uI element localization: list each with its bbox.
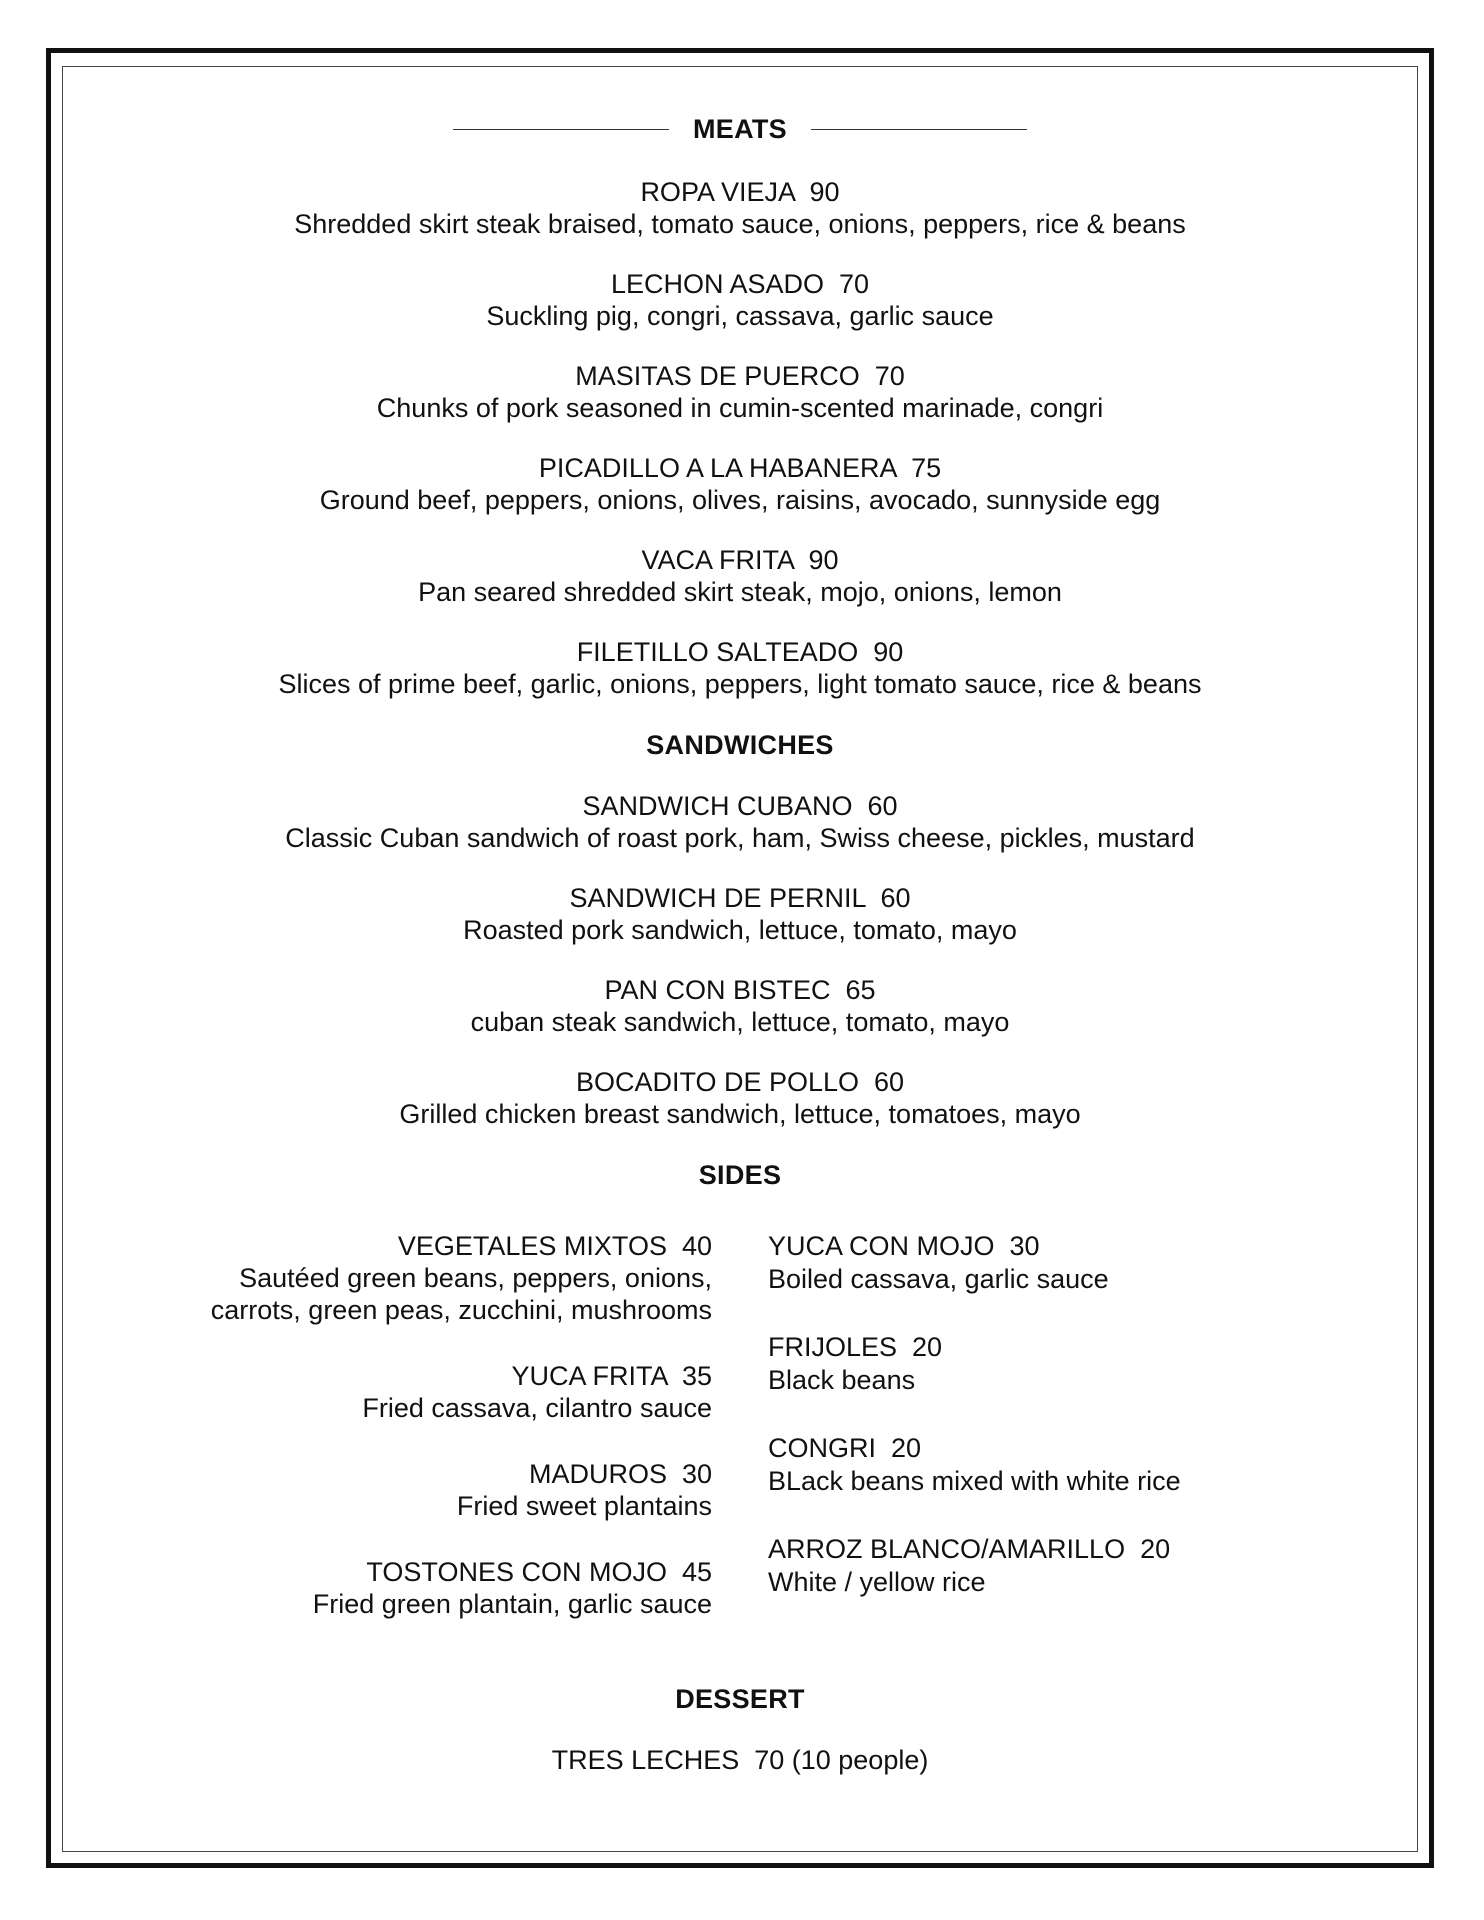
item-description: Black beans xyxy=(768,1365,916,1395)
side-item-arroz-blanco-amarillo xyxy=(768,1533,1270,1600)
menu-item-pan-con-bistec xyxy=(62,974,1418,1038)
item-description: Fried cassava, cilantro sauce xyxy=(362,1393,712,1423)
item-name: MASITAS DE PUERCO 70 xyxy=(575,361,905,391)
side-item-maduros xyxy=(210,1458,712,1522)
sides-heading: SIDES xyxy=(698,1160,782,1190)
menu-item-sandwich-de-pernil xyxy=(62,882,1418,946)
item-name: SANDWICH DE PERNIL 60 xyxy=(569,883,911,913)
item-description: Shredded skirt steak braised, tomato sauce, onions, peppers, rice & beans xyxy=(294,209,1186,239)
item-name: PICADILLO A LA HABANERA 75 xyxy=(538,453,942,483)
item-description: Grilled chicken breast sandwich, lettuce, tomatoes, mayo xyxy=(399,1099,1081,1129)
item-description: Fried green plantain, garlic sauce xyxy=(312,1589,712,1619)
side-item-tostones-con-mojo xyxy=(210,1556,712,1620)
menu-item-bocadito-de-pollo xyxy=(62,1066,1418,1130)
item-name: FRIJOLES 20 xyxy=(768,1332,943,1362)
item-description: Ground beef, peppers, onions, olives, raisins, avocado, sunnyside egg xyxy=(319,485,1161,515)
item-name: MADUROS 30 xyxy=(528,1459,712,1489)
meats-heading: MEATS xyxy=(693,114,787,144)
side-item-yuca-con-mojo xyxy=(768,1230,1270,1297)
item-description: Sautéed green beans, peppers, onions, xyxy=(239,1263,712,1293)
item-description: Fried sweet plantains xyxy=(456,1491,712,1521)
item-name: VEGETALES MIXTOS 40 xyxy=(397,1231,712,1261)
sides-column-left xyxy=(210,1230,740,1654)
item-description: Slices of prime beef, garlic, onions, peppers, light tomato sauce, rice & beans xyxy=(278,669,1202,699)
menu-item-masitas-de-puerco xyxy=(62,360,1418,424)
item-name: BOCADITO DE POLLO 60 xyxy=(575,1067,905,1097)
item-name: SANDWICH CUBANO 60 xyxy=(582,791,898,821)
menu-item-filetillo-salteado xyxy=(62,636,1418,700)
item-name: PAN CON BISTEC 65 xyxy=(604,975,876,1005)
item-description: Chunks of pork seasoned in cumin-scented marinade, congri xyxy=(376,393,1104,423)
item-name: TRES LECHES 70 (10 people) xyxy=(551,1745,929,1775)
side-item-frijoles xyxy=(768,1331,1270,1398)
menu xyxy=(62,112,1418,1776)
menu-item-lechon-asado xyxy=(62,268,1418,332)
sides-column-right xyxy=(740,1230,1270,1654)
item-description: White / yellow rice xyxy=(768,1567,986,1597)
item-name: TOSTONES CON MOJO 45 xyxy=(366,1557,712,1587)
menu-item-tres-leches xyxy=(62,1744,1418,1776)
menu-item-picadillo xyxy=(62,452,1418,516)
meats-heading-row xyxy=(62,112,1418,146)
menu-item-sandwich-cubano xyxy=(62,790,1418,854)
menu-item-ropa-vieja xyxy=(62,176,1418,240)
item-name: VACA FRITA 90 xyxy=(641,545,839,575)
item-name: LECHON ASADO 70 xyxy=(610,269,870,299)
item-name: CONGRI 20 xyxy=(768,1433,922,1463)
heading-rule-right xyxy=(811,129,1027,130)
side-item-congri xyxy=(768,1432,1270,1499)
item-description-line-2: carrots, green peas, zucchini, mushrooms xyxy=(210,1295,712,1325)
item-description: Boiled cassava, garlic sauce xyxy=(768,1264,1109,1294)
sides-grid xyxy=(62,1230,1418,1654)
menu-item-vaca-frita xyxy=(62,544,1418,608)
item-description: Classic Cuban sandwich of roast pork, ham, Swiss cheese, pickles, mustard xyxy=(285,823,1195,853)
item-description: Suckling pig, congri, cassava, garlic sauce xyxy=(486,301,994,331)
item-name: YUCA FRITA 35 xyxy=(511,1361,712,1391)
item-description: Pan seared shredded skirt steak, mojo, onions, lemon xyxy=(418,577,1062,607)
sandwiches-heading: SANDWICHES xyxy=(646,730,834,760)
side-item-vegetales-mixtos xyxy=(210,1230,712,1326)
dessert-heading: DESSERT xyxy=(675,1684,805,1714)
heading-rule-left xyxy=(453,129,669,130)
item-name: FILETILLO SALTEADO 90 xyxy=(576,637,904,667)
item-name: ARROZ BLANCO/AMARILLO 20 xyxy=(768,1534,1171,1564)
item-description: cuban steak sandwich, lettuce, tomato, mayo xyxy=(470,1007,1010,1037)
item-description: Roasted pork sandwich, lettuce, tomato, mayo xyxy=(463,915,1017,945)
item-name: ROPA VIEJA 90 xyxy=(640,177,840,207)
item-description: BLack beans mixed with white rice xyxy=(768,1466,1181,1496)
item-name: YUCA CON MOJO 30 xyxy=(768,1231,1040,1261)
side-item-yuca-frita xyxy=(210,1360,712,1424)
